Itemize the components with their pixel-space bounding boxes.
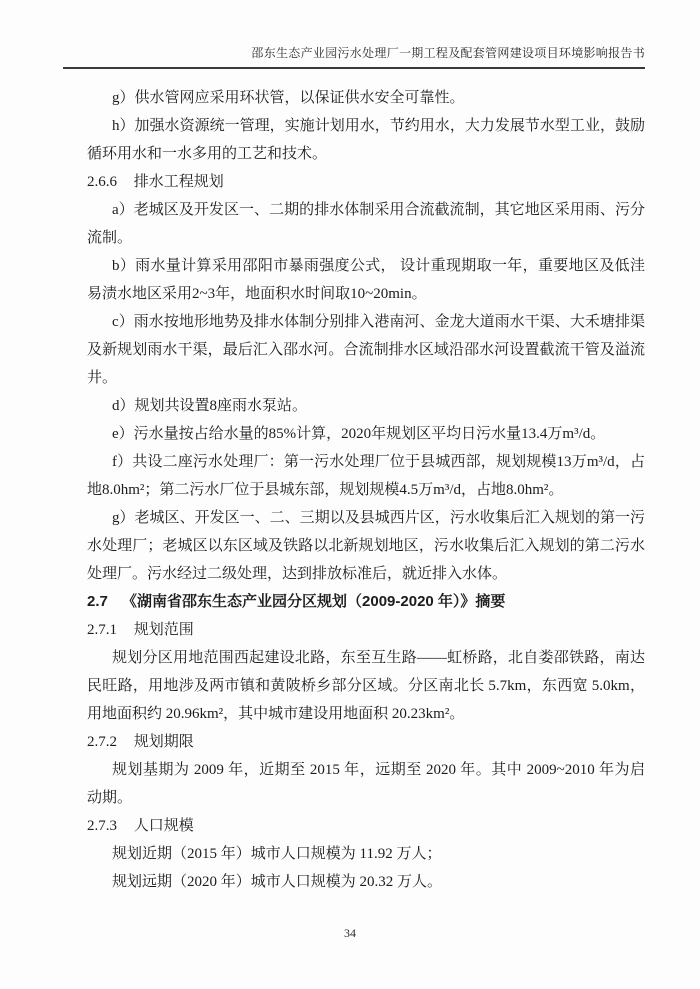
section-heading [87, 812, 645, 840]
paragraph: a）老城区及开发区一、二期的排水体制采用合流截流制，其它地区采用雨、污分流制。 [87, 202, 645, 246]
section-title: 人口规模 [133, 818, 194, 834]
paragraph: f）共设二座污水处理厂：第一污水处理厂位于县城西部，规划规模13万m³/d，占地8.0hm²；第二污水厂位于县城东部，规划规模4.5万m³/d，占地8.0hm²。 [87, 454, 645, 498]
section-title: 规划期限 [133, 734, 194, 750]
paragraph: 规划远期（2020 年）城市人口规模为 20.32 万人。 [112, 874, 443, 890]
page-number: 34 [344, 926, 356, 940]
section-number: 2.6.6 [87, 174, 117, 190]
section-number: 2.7.2 [87, 734, 117, 750]
paragraph: h）加强水资源统一管理，实施计划用水，节约用水，大力发展节水型工业，鼓励循环用水和一水多用的工艺和技术。 [87, 118, 645, 162]
paragraph: g）老城区、开发区一、二、三期以及县城西片区，污水收集后汇入规划的第一污水处理厂；老城区以东区域及铁路以北新规划地区，污水收集后汇入规划的第二污水处理厂。污水经过二级处理，达到排放标准后，就近排入水体。 [87, 510, 645, 582]
section-heading [87, 168, 645, 196]
page-header [63, 0, 645, 62]
section-title: 排水工程规划 [133, 174, 224, 190]
paragraph: g）供水管网应采用环状管，以保证供水安全可靠性。 [112, 90, 465, 106]
paragraph: 规划近期（2015 年）城市人口规模为 11.92 万人； [112, 846, 442, 862]
header-rule [63, 67, 645, 69]
section-title: 《湖南省邵东生态产业园分区规划（2009-2020 年）》摘要 [122, 593, 506, 610]
paragraph: c）雨水按地形地势及排水体制分别排入港南河、金龙大道雨水干渠、大禾塘排渠及新规划雨水干渠，最后汇入邵水河。合流制排水区域沿邵水河设置截流干管及溢流井。 [87, 314, 645, 386]
section-heading [87, 616, 645, 644]
paragraph: b）雨水量计算采用邵阳市暴雨强度公式， 设计重现期取一年，重要地区及低洼易渍水地区采用2~3年，地面积水时间取10~20min。 [87, 258, 645, 302]
chapter-heading [87, 588, 645, 616]
paragraph: d）规划共设置8座雨水泵站。 [112, 398, 308, 414]
section-number: 2.7.1 [87, 622, 117, 638]
paragraph: e）污水量按占给水量的85%计算，2020年规划区平均日污水量13.4万m³/d。 [112, 426, 606, 442]
section-heading [87, 728, 645, 756]
section-title: 规划范围 [133, 622, 194, 638]
section-number: 2.7.3 [87, 818, 117, 834]
header-title: 邵东生态产业园污水处理厂一期工程及配套管网建设项目环境影响报告书 [251, 46, 645, 60]
section-number: 2.7 [87, 593, 108, 610]
document-body [87, 84, 645, 896]
paragraph: 规划基期为 2009 年，近期至 2015 年，远期至 2020 年。其中 2009~2010 年为启动期。 [87, 762, 645, 806]
paragraph: 规划分区用地范围西起建设北路，东至互生路——虹桥路，北自娄邵铁路，南达民旺路，用地涉及两市镇和黄陂桥乡部分区域。分区南北长 5.7km，东西宽 5.0km，用地面积约 20.96km²，其中城市建设用地面积 20.23km²。 [87, 650, 645, 722]
